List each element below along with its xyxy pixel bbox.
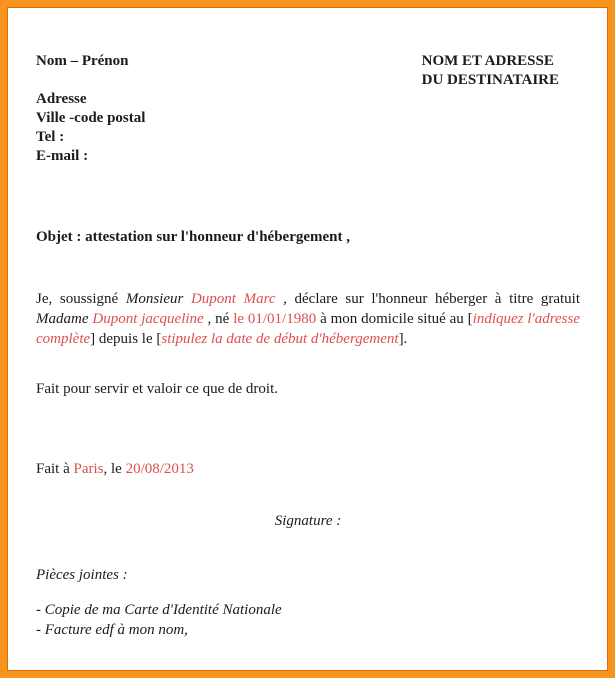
sender-address: Adresse xyxy=(36,91,87,107)
recipient-line1: NOM ET ADRESSE xyxy=(421,53,554,69)
closing-line: Fait pour servir et valoir ce que de droit. xyxy=(36,381,279,397)
letter-header xyxy=(36,52,580,166)
attachment-item: - Facture edf à mon nom, xyxy=(36,622,188,638)
signature-label: Signature : xyxy=(274,513,342,529)
body-paragraph: Je, soussigné Monsieur Dupont Marc , déclare sur l'honneur héberger à titre gratuit Madame Dupont jacqueline , né le 01/01/1980 à mon domicile situé au [indiquez l'adresse complète] depuis le [stipulez la date de début d'hébergement]. xyxy=(36,291,581,347)
recipient-line2: DU DESTINATAIRE xyxy=(421,72,559,88)
attachments-title: Pièces jointes : xyxy=(36,567,128,583)
sender-email: E-mail : xyxy=(36,148,89,164)
recipient-block xyxy=(422,52,559,90)
letter-page xyxy=(7,7,608,671)
date-line: Fait à Paris, le 20/08/2013 xyxy=(36,461,194,477)
sender-city: Ville -code postal xyxy=(36,110,146,126)
attachments-block xyxy=(36,565,580,640)
sender-name: Nom – Prénon xyxy=(36,53,129,69)
subject-line: Objet : attestation sur l'honneur d'hébergement , xyxy=(36,229,351,245)
attachment-item: - Copie de ma Carte d'Identité Nationale xyxy=(36,602,282,618)
sender-block xyxy=(36,52,145,166)
attachments-list xyxy=(36,600,580,640)
sender-tel: Tel : xyxy=(36,129,65,145)
